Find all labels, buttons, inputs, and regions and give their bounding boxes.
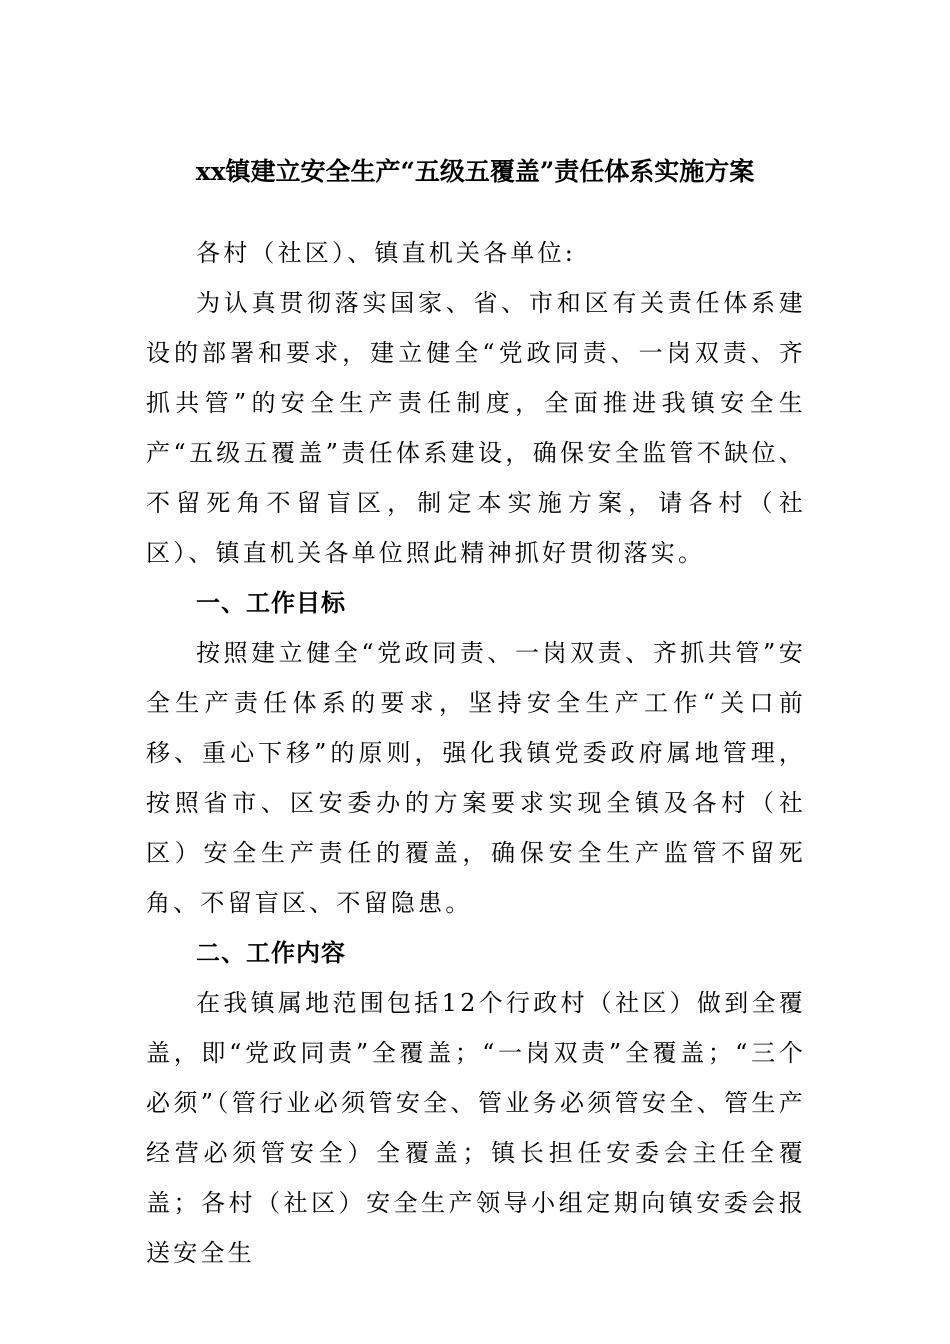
section-paragraph-goals: 按照建立健全“党政同责、一岗双责、齐抓共管”安全生产责任体系的要求，坚持安全生产工作“关口前移、重心下移”的原则，强化我镇党委政府属地管理，按照省市、区安委办的方案要求实现全镇及各村（社区）安全生产责任的覆盖，确保安全生产监管不留死角、不留盲区、不留隐患。: [146, 639, 806, 917]
section-heading-goals: 一、工作目标: [196, 589, 346, 617]
section-heading-content: 二、工作内容: [196, 939, 346, 967]
intro-paragraph: 为认真贯彻落实国家、省、市和区有关责任体系建设的部署和要求，建立健全“党政同责、一岗双责、齐抓共管”的安全生产责任制度，全面推进我镇安全生产“五级五覆盖”责任体系建设，确保安全监管不缺位、不留死角不留盲区，制定本实施方案，请各村（社区）、镇直机关各单位照此精神抓好贯彻落实。: [146, 289, 806, 567]
document-title: xx镇建立安全生产“五级五覆盖”责任体系实施方案: [195, 157, 755, 186]
section-paragraph-content: 在我镇属地范围包括12个行政村（社区）做到全覆盖，即“党政同责”全覆盖；“一岗双责”全覆盖；“三个必须”（管行业必须管安全、管业务必须管安全、管生产经营必须管安全）全覆盖；镇长担任安委会主任全覆盖；各村（社区）安全生产领导小组定期向镇安委会报送安全生: [146, 989, 806, 1267]
salutation: 各村（社区）、镇直机关各单位:: [196, 239, 577, 267]
document-body: [146, 228, 806, 1267]
